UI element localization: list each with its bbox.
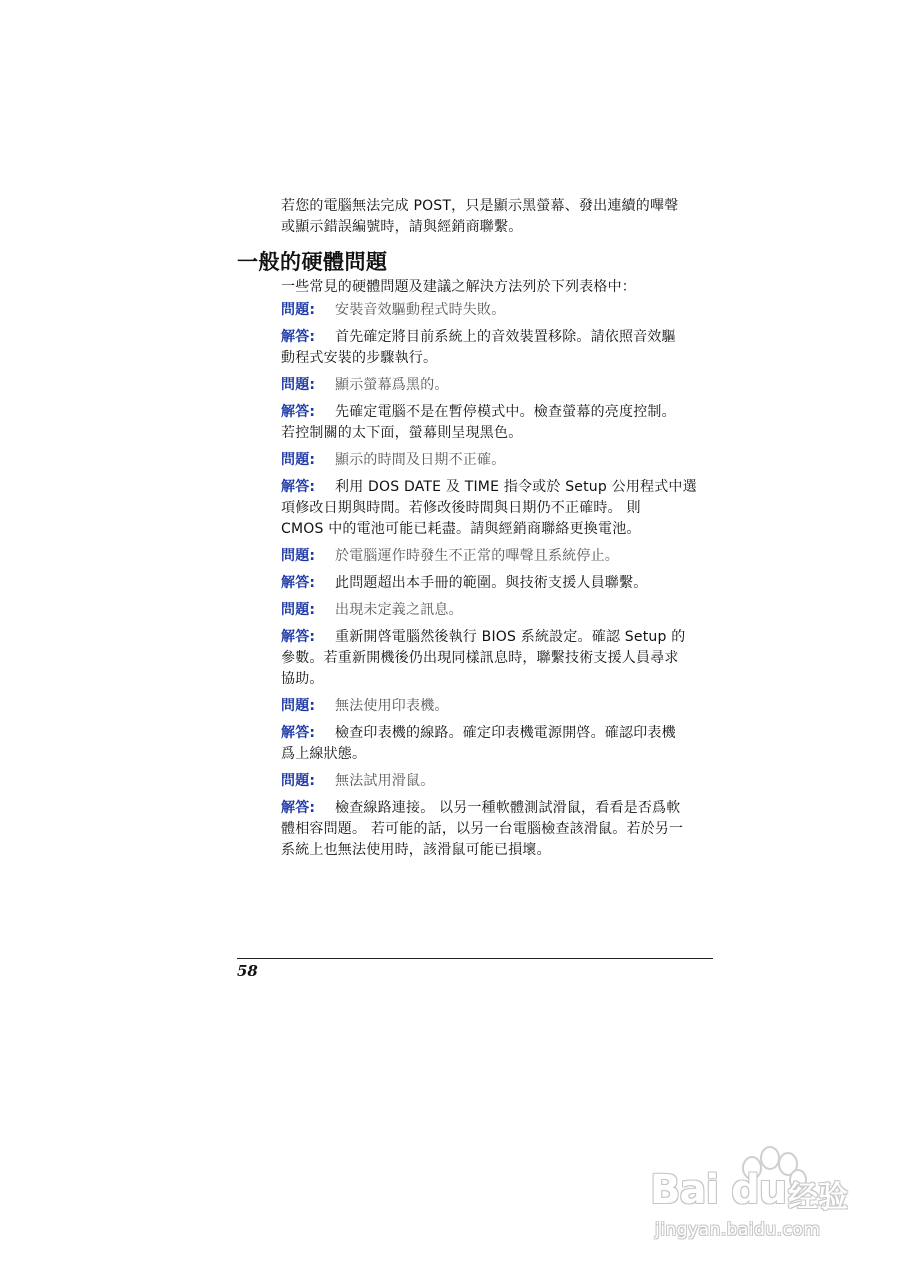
watermark-url: jingyan.baidu.com [655, 1220, 821, 1240]
answer-label: 解答: [281, 725, 316, 741]
answer-text-line: CMOS 中的電池可能已耗盡。請與經銷商聯絡更換電池。 [281, 521, 641, 537]
answer-entry [281, 627, 713, 690]
intro-line-1: 若您的電腦無法完成 POST，只是顯示黑螢幕、發出連續的嗶聲 [281, 198, 679, 214]
answer-text-line: 此問題超出本手冊的範圍。與技術支援人員聯繫。 [335, 575, 648, 591]
watermark-brand: Bai du [650, 1167, 787, 1213]
question-entry [281, 600, 713, 621]
answer-text-line: 參數。若重新開機後仍出現同樣訊息時，聯繫技術支援人員尋求 [281, 650, 679, 666]
question-entry [281, 771, 713, 792]
watermark-cn: 经验 [788, 1180, 848, 1215]
answer-entry [281, 723, 713, 765]
answer-text-line: 檢查印表機的線路。確定印表機電源開啓。確認印表機 [335, 725, 676, 741]
question-text: 顯示螢幕爲黑的。 [335, 377, 449, 393]
question-label: 問題: [281, 377, 316, 393]
question-text: 出現未定義之訊息。 [335, 602, 463, 618]
answer-text-line: 動程式安裝的步驟執行。 [281, 350, 438, 366]
section-heading: 一般的硬體問題 [237, 249, 388, 274]
question-label: 問題: [281, 773, 316, 789]
question-entry [281, 375, 713, 396]
question-label: 問題: [281, 602, 316, 618]
intro-line-2: 或顯示錯誤編號時，請與經銷商聯繫。 [281, 219, 523, 235]
qa-list [281, 300, 713, 867]
answer-entry [281, 402, 713, 444]
question-entry [281, 546, 713, 567]
answer-label: 解答: [281, 629, 316, 645]
answer-text-line: 檢查線路連接。 以另一種軟體測試滑鼠，看看是否爲軟 [335, 800, 681, 816]
answer-text-line: 爲上線狀態。 [281, 746, 367, 762]
answer-text-line: 先確定電腦不是在暫停模式中。檢查螢幕的亮度控制。 [335, 404, 676, 420]
question-label: 問題: [281, 698, 316, 714]
footer-rule [237, 958, 713, 959]
answer-entry [281, 327, 713, 369]
answer-label: 解答: [281, 479, 316, 495]
answer-text-line: 若控制關的太下面，螢幕則呈現黑色。 [281, 425, 523, 441]
question-text: 安裝音效驅動程式時失敗。 [335, 302, 506, 318]
answer-entry [281, 798, 713, 861]
question-text: 於電腦運作時發生不正常的嗶聲且系統停止。 [335, 548, 619, 564]
answer-text-line: 系統上也無法使用時，該滑鼠可能已損壞。 [281, 842, 551, 858]
answer-text-line: 首先確定將目前系統上的音效裝置移除。請依照音效驅 [335, 329, 676, 345]
answer-entry [281, 573, 713, 594]
answer-text-line: 利用 DOS DATE 及 TIME 指令或於 Setup 公用程式中選 [335, 479, 697, 495]
answer-label: 解答: [281, 404, 316, 420]
question-entry [281, 696, 713, 717]
answer-label: 解答: [281, 800, 316, 816]
answer-text-line: 協助。 [281, 671, 324, 687]
question-label: 問題: [281, 302, 316, 318]
page-number: 58 [237, 962, 258, 980]
question-text: 無法使用印表機。 [335, 698, 449, 714]
question-label: 問題: [281, 452, 316, 468]
intro-paragraph [281, 196, 713, 238]
answer-label: 解答: [281, 575, 316, 591]
answer-text-line: 重新開啓電腦然後執行 BIOS 系統設定。確認 Setup 的 [335, 629, 686, 645]
question-entry [281, 450, 713, 471]
question-text: 無法試用滑鼠。 [335, 773, 435, 789]
question-entry [281, 300, 713, 321]
answer-text-line: 項修改日期與時間。若修改後時間與日期仍不正確時。 則 [281, 500, 641, 516]
answer-entry [281, 477, 713, 540]
answer-text-line: 體相容問題。 若可能的話，以另一台電腦檢查該滑鼠。若於另一 [281, 821, 684, 837]
question-text: 顯示的時間及日期不正確。 [335, 452, 506, 468]
answer-label: 解答: [281, 329, 316, 345]
section-lead: 一些常見的硬體問題及建議之解決方法列於下列表格中： [281, 279, 636, 295]
question-label: 問題: [281, 548, 316, 564]
